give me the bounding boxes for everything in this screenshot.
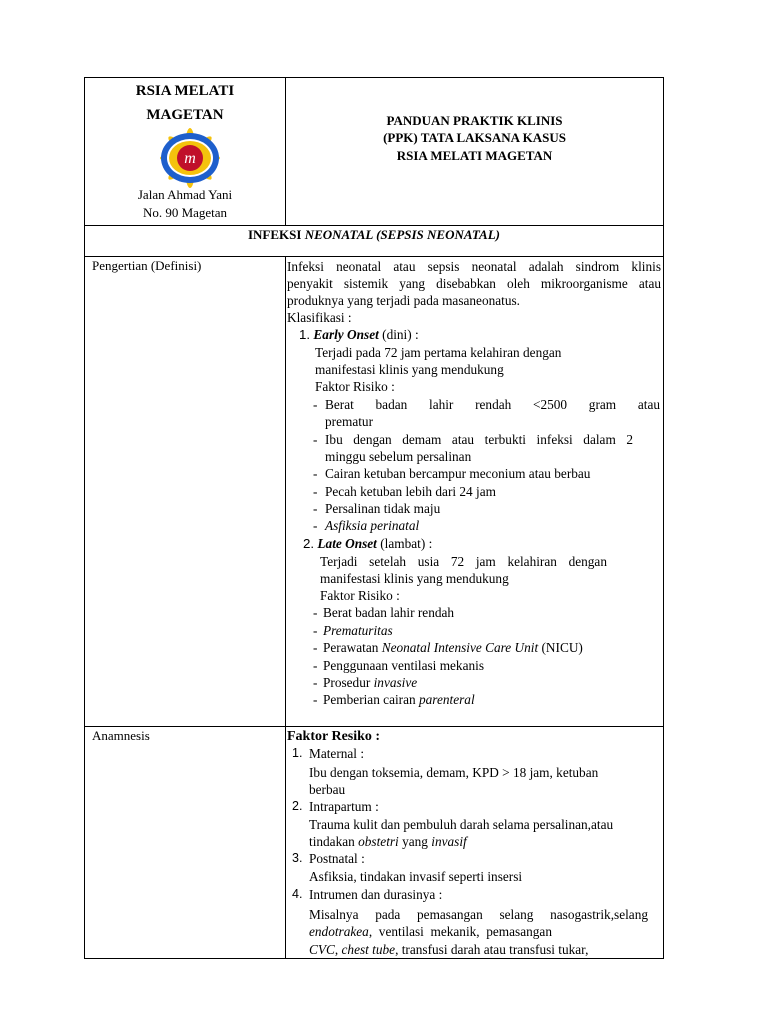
- late-risk3-pre: Perawatan: [323, 640, 382, 655]
- early-risk3: Cairan ketuban bercampur meconium atau berbau: [325, 466, 591, 481]
- early-risk1-line2: prematur: [325, 414, 373, 429]
- bullet-dash: -: [313, 623, 318, 638]
- late-onset-title: Late Onset: [317, 536, 377, 551]
- anamnesis-item2-line1: Trauma kulit dan pembuluh darah selama persalinan,atau: [309, 817, 614, 832]
- early-risk2-line1: Ibu dengan demam atau terbukti infeksi dalam 2: [325, 432, 633, 447]
- early-risk4: Pecah ketuban lebih dari 24 jam: [325, 484, 496, 499]
- anamnesis-item2-line2-pre: tindakan: [309, 834, 359, 849]
- anamnesis-item1-num: 1.: [292, 746, 303, 760]
- bullet-dash: -: [313, 466, 318, 481]
- late-risk4: Penggunaan ventilasi mekanis: [323, 658, 485, 673]
- bullet-dash: -: [313, 518, 318, 533]
- anamnesis-item2-num: 2.: [292, 799, 303, 813]
- doc-title-line2: (PPK) TATA LAKSANA KASUS: [383, 130, 566, 145]
- anamnesis-item4-line3-it1: CVC: [309, 942, 335, 957]
- late-onset-desc1: Terjadi setelah usia 72 jam kelahiran dengan: [320, 554, 607, 569]
- late-onset-suffix: (lambat) :: [376, 536, 433, 551]
- late-risk2: Prematuritas: [323, 623, 393, 638]
- address-line2: No. 90 Magetan: [142, 205, 228, 220]
- anamnesis-item3-line1: Asfiksia, tindakan invasif seperti insersi: [309, 869, 523, 884]
- late-onset-risk-label: Faktor Risiko :: [320, 588, 400, 603]
- late-risk6: [323, 691, 475, 708]
- late-onset-desc2: manifestasi klinis yang mendukung: [320, 571, 509, 586]
- late-risk6-italic: parenteral: [419, 692, 475, 707]
- late-risk3: [323, 639, 583, 656]
- anamnesis-item4-line3: [309, 941, 588, 958]
- anamnesis-item2-line2-mid: yang: [398, 834, 432, 849]
- definition-intro-line1: Infeksi neonatal atau sepsis neonatal adalah sindrom klinis: [287, 259, 661, 274]
- early-risk6: Asfiksia perinatal: [325, 518, 420, 533]
- bullet-dash: -: [313, 675, 318, 690]
- anamnesis-item3-num: 3.: [292, 851, 303, 865]
- bullet-dash: -: [313, 484, 318, 499]
- anamnesis-label: Anamnesis: [92, 728, 150, 743]
- bullet-dash: -: [313, 501, 318, 516]
- anamnesis-item4-line2-it: endotrakea: [309, 924, 369, 939]
- table-border-header-bottom: [84, 225, 664, 226]
- anamnesis-item4-title: Intrumen dan durasinya :: [309, 887, 443, 902]
- anamnesis-item1-line2: berbau: [309, 782, 346, 797]
- anamnesis-heading: Faktor Resiko :: [287, 729, 381, 744]
- table-border-top: [84, 77, 664, 78]
- doc-title-line1: PANDUAN PRAKTIK KLINIS: [386, 113, 563, 128]
- bullet-dash: -: [313, 692, 318, 707]
- definition-label: Pengertian (Definisi): [92, 258, 202, 273]
- table-border-topic-bottom: [84, 256, 664, 257]
- table-border-right: [663, 77, 664, 959]
- anamnesis-item4-line1: Misalnya pada pemasangan selang nasogastrik,selang: [309, 907, 648, 922]
- anamnesis-item4-line2-post: , ventilasi mekanik, pemasangan: [368, 924, 552, 939]
- late-risk3-post: (NICU): [538, 640, 583, 655]
- anamnesis-item4-line3-it2: chest tube: [341, 942, 396, 957]
- definition-intro-line3: produknya yang terjadi pada masaneonatus.: [287, 293, 520, 308]
- late-risk5: [323, 674, 417, 691]
- early-onset-heading: [299, 326, 419, 343]
- bullet-dash: -: [313, 432, 318, 447]
- early-onset-desc1: Terjadi pada 72 jam pertama kelahiran dengan: [315, 345, 562, 360]
- anamnesis-item2-line2: [309, 833, 467, 850]
- address-line1: Jalan Ahmad Yani: [137, 187, 233, 202]
- anamnesis-item4-line3-post: , transfusi darah atau transfusi tukar,: [395, 942, 589, 957]
- anamnesis-item2-title: Intrapartum :: [309, 799, 379, 814]
- table-border-bottom: [84, 958, 664, 959]
- late-onset-heading: [303, 535, 432, 552]
- early-onset-title: Early Onset: [313, 327, 379, 342]
- doc-title-line3: RSIA MELATI MAGETAN: [396, 148, 553, 163]
- table-divider-body: [285, 256, 286, 959]
- anamnesis-item4-line3-mid: ,: [334, 942, 342, 957]
- klasifikasi-label: Klasifikasi :: [287, 310, 352, 325]
- early-onset-desc2: manifestasi klinis yang mendukung: [315, 362, 504, 377]
- late-risk6-pre: Pemberian cairan: [323, 692, 419, 707]
- anamnesis-item2-line2-it1: obstetri: [358, 834, 399, 849]
- table-border-definition-bottom: [84, 726, 664, 727]
- late-risk3-italic: Neonatal Intensive Care Unit: [381, 640, 539, 655]
- late-risk5-pre: Prosedur: [323, 675, 374, 690]
- anamnesis-item2-line2-it2: invasif: [431, 834, 467, 849]
- early-onset-suffix: (dini) :: [378, 327, 419, 342]
- bullet-dash: -: [313, 640, 318, 655]
- anamnesis-item3-title: Postnatal :: [309, 851, 365, 866]
- definition-intro-line2: penyakit sistemik yang disebabkan oleh mikroorganisme atau: [287, 276, 661, 291]
- hospital-name-line2: MAGETAN: [146, 107, 224, 123]
- anamnesis-item4-num: 4.: [292, 887, 303, 901]
- late-risk1: Berat badan lahir rendah: [323, 605, 455, 620]
- topic-title-italic: NEONATAL (SEPSIS NEONATAL): [304, 227, 500, 242]
- late-risk5-italic: invasive: [373, 675, 418, 690]
- hospital-name-line1: RSIA MELATI: [135, 83, 235, 99]
- bullet-dash: -: [313, 605, 318, 620]
- topic-title: [85, 227, 663, 243]
- anamnesis-item1-line1: Ibu dengan toksemia, demam, KPD > 18 jam, ketuban: [309, 765, 599, 780]
- early-risk2-line2: minggu sebelum persalinan: [325, 449, 472, 464]
- early-risk1-line1: Berat badan lahir rendah <2500 gram atau: [325, 397, 660, 412]
- late-onset-num: 2.: [303, 536, 315, 551]
- topic-title-plain: INFEKSI: [247, 227, 305, 242]
- early-onset-risk-label: Faktor Risiko :: [315, 379, 395, 394]
- bullet-dash: -: [313, 658, 318, 673]
- anamnesis-item4-line2: [309, 923, 552, 940]
- logo-letter: m: [184, 150, 196, 167]
- hospital-logo: [156, 127, 224, 189]
- bullet-dash: -: [313, 397, 318, 412]
- anamnesis-item1-title: Maternal :: [309, 746, 365, 761]
- early-onset-num: 1.: [299, 327, 311, 342]
- early-risk5: Persalinan tidak maju: [325, 501, 441, 516]
